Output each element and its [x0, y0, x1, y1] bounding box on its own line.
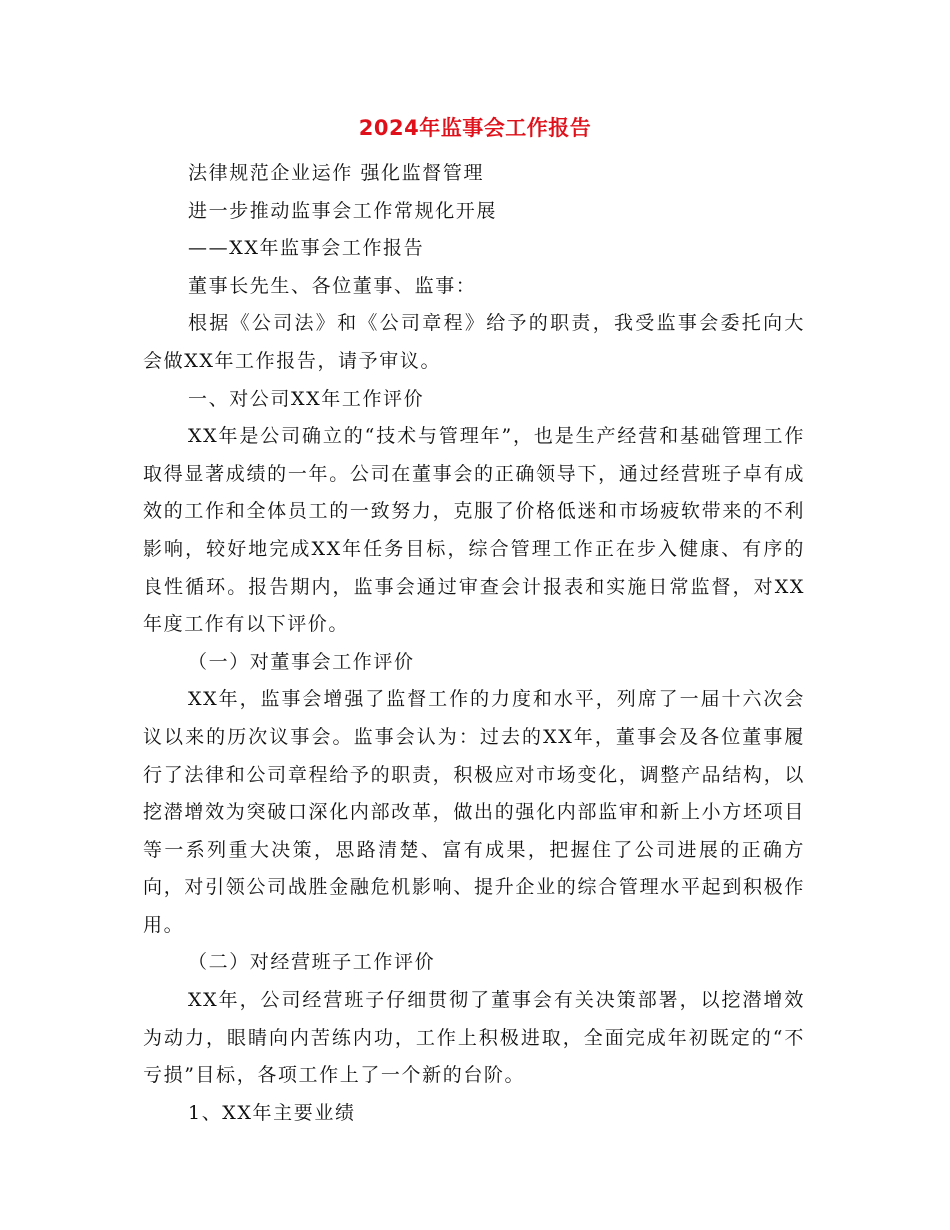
- subsection-heading-1: （一）对董事会工作评价: [188, 650, 415, 673]
- paragraph-salutation: 董事长先生、各位董事、监事：: [188, 274, 477, 297]
- subsection-heading-2: （二）对经营班子工作评价: [188, 951, 436, 974]
- paragraph-subsection-1: XX年，监事会增强了监督工作的力度和水平，列席了一届十六次会议以来的历次议事会。监事会认为：过去的XX年，董事会及各位董事履行了法律和公司章程给予的职责，积极应对市场变化，调整产品结构，以挖潜增效为突破口深化内部改革，做出的强化内部监审和新上小方坯项目等一系列重大决策，思路清楚、富有成果，把握住了公司进展的正确方向，对引领公司战胜金融危机影响、提升企业的综合管理水平起到积极作用。: [143, 688, 805, 936]
- section-heading-1: 一、对公司XX年工作评价: [188, 387, 425, 410]
- paragraph-subtitle-2: 进一步推动监事会工作常规化开展: [188, 199, 498, 222]
- paragraph-subsection-2: XX年，公司经营班子仔细贯彻了董事会有关决策部署，以挖潜增效为动力，眼睛向内苦练内功，工作上积极进取，全面完成年初既定的“不亏损”目标，各项工作上了一个新的台阶。: [143, 989, 805, 1087]
- paragraph-section-1: XX年是公司确立的“技术与管理年”，也是生产经营和基础管理工作取得显著成绩的一年。公司在董事会的正确领导下，通过经营班子卓有成效的工作和全体员工的一致努力，克服了价格低迷和市场疲软带来的不利影响，较好地完成XX年任务目标，综合管理工作正在步入健康、有序的良性循环。报告期内，监事会通过审查会计报表和实施日常监督，对XX年度工作有以下评价。: [143, 425, 805, 636]
- paragraph-subtitle-1: 法律规范企业运作 强化监督管理: [188, 162, 485, 184]
- paragraph-subtitle-3: ——XX年监事会工作报告: [188, 237, 425, 260]
- document-body: [143, 155, 805, 1132]
- list-heading-1: 1、XX年主要业绩: [188, 1101, 356, 1124]
- document-title: 2024年监事会工作报告: [358, 116, 592, 140]
- paragraph-intro: 根据《公司法》和《公司章程》给予的职责，我受监事会委托向大会做XX年工作报告，请予审议。: [143, 312, 805, 372]
